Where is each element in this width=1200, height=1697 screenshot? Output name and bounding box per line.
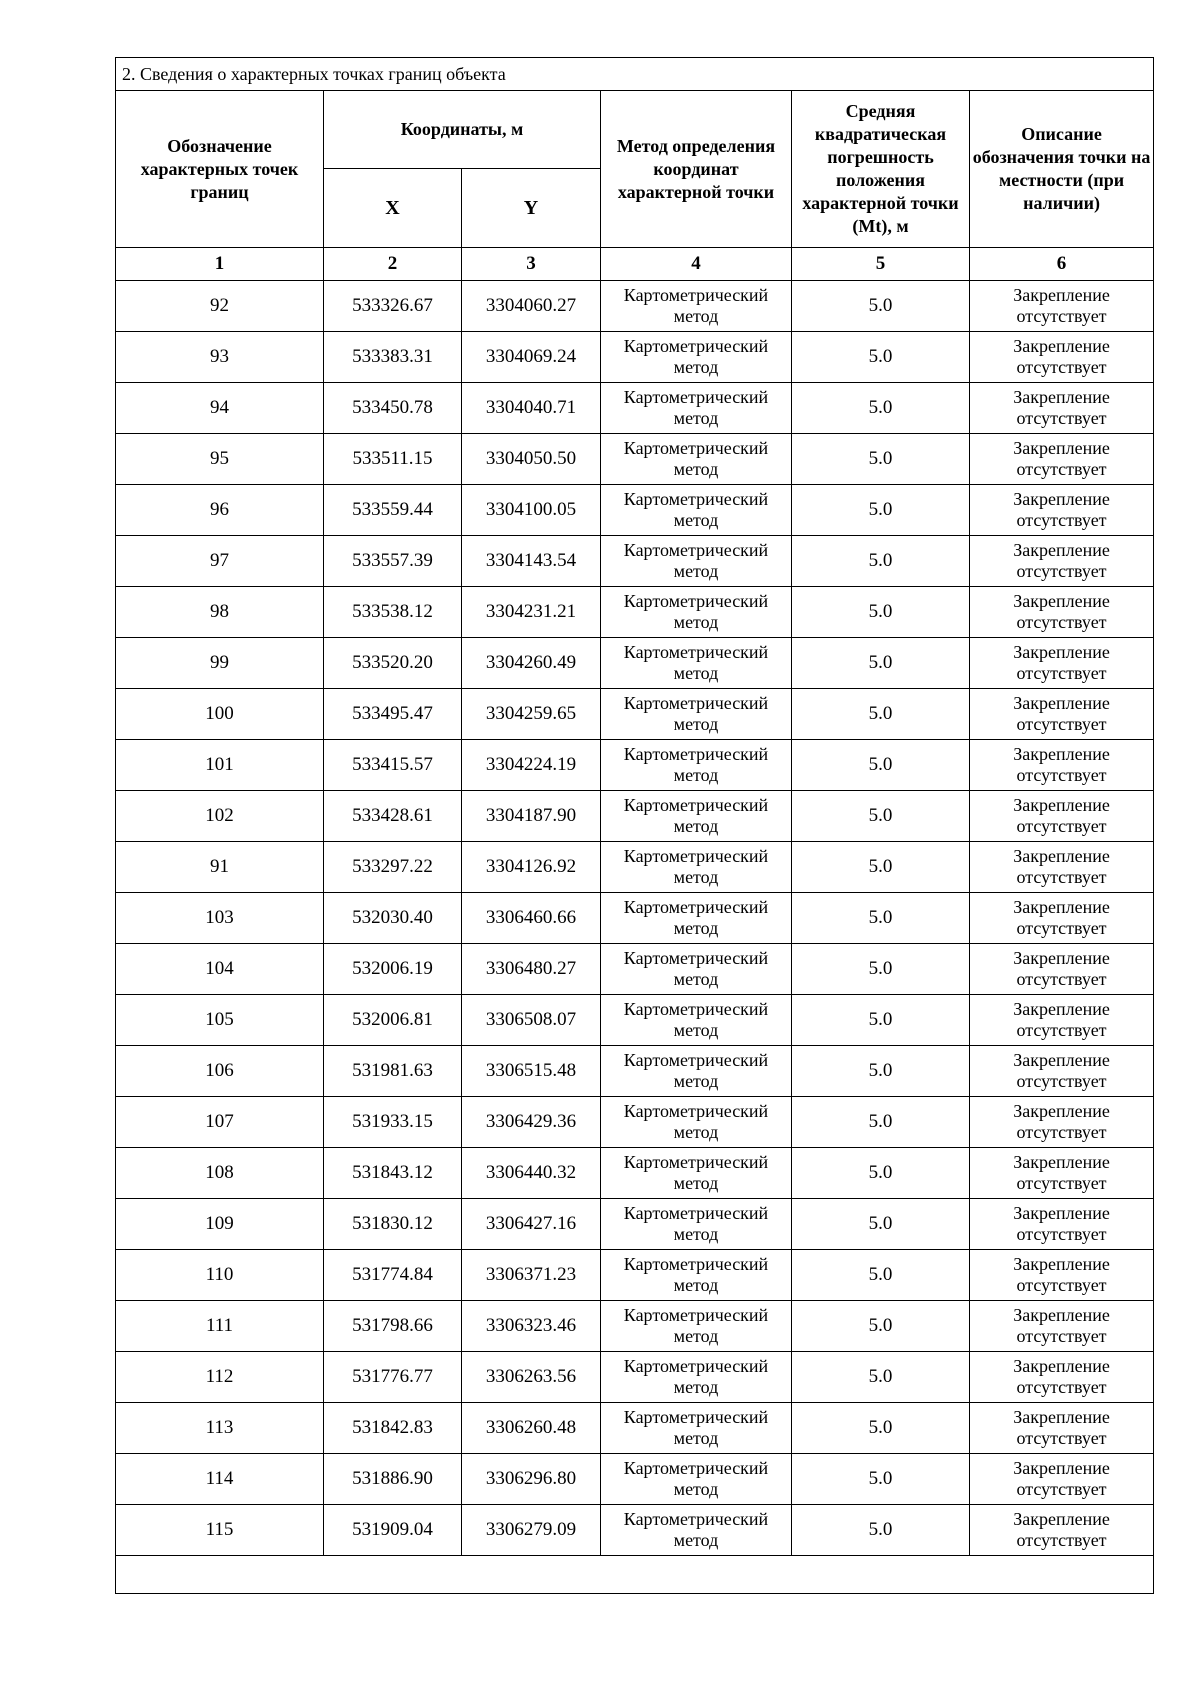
- header-mean-error: Средняя квадратическая погрешность положения характерной точки (Mt), м: [792, 91, 970, 248]
- method-cell: [601, 995, 792, 1046]
- header-method: Метод определения координат характерной точки: [601, 91, 792, 248]
- mt-cell: 5.0: [792, 893, 970, 944]
- method-cell: [601, 791, 792, 842]
- point-cell: 110: [116, 1250, 324, 1301]
- point-cell: 93: [116, 332, 324, 383]
- description-line-2: отсутствует: [1016, 306, 1107, 326]
- method-line-1: Картометрический: [623, 642, 769, 662]
- method-line-2: метод: [673, 969, 719, 989]
- method-line-1: Картометрический: [623, 795, 769, 815]
- method-line-2: метод: [673, 408, 719, 428]
- description-cell: [970, 944, 1154, 995]
- table-row: [116, 1148, 1154, 1199]
- description-line-1: Закрепление: [1013, 540, 1110, 560]
- mt-cell: 5.0: [792, 281, 970, 332]
- column-number: 5: [792, 248, 970, 281]
- description-line-2: отсутствует: [1016, 663, 1107, 683]
- method-line-1: Картометрический: [623, 540, 769, 560]
- method-cell: [601, 1505, 792, 1556]
- x-cell: 531843.12: [324, 1148, 462, 1199]
- description-line-2: отсутствует: [1016, 612, 1107, 632]
- description-line-2: отсутствует: [1016, 1224, 1107, 1244]
- mt-cell: 5.0: [792, 1403, 970, 1454]
- point-cell: 108: [116, 1148, 324, 1199]
- mt-cell: 5.0: [792, 740, 970, 791]
- method-line-2: метод: [673, 765, 719, 785]
- description-cell: [970, 1403, 1154, 1454]
- x-cell: 533415.57: [324, 740, 462, 791]
- table-row: [116, 740, 1154, 791]
- method-line-1: Картометрический: [623, 1356, 769, 1376]
- y-cell: 3304143.54: [462, 536, 601, 587]
- description-line-2: отсутствует: [1016, 867, 1107, 887]
- y-cell: 3304100.05: [462, 485, 601, 536]
- mt-cell: 5.0: [792, 638, 970, 689]
- x-cell: 533297.22: [324, 842, 462, 893]
- method-line-2: метод: [673, 714, 719, 734]
- description-line-1: Закрепление: [1013, 897, 1110, 917]
- description-line-1: Закрепление: [1013, 1407, 1110, 1427]
- table-row: [116, 638, 1154, 689]
- description-cell: [970, 383, 1154, 434]
- header-coordinates: Координаты, м: [324, 91, 601, 169]
- description-line-1: Закрепление: [1013, 795, 1110, 815]
- description-cell: [970, 587, 1154, 638]
- method-line-1: Картометрический: [623, 846, 769, 866]
- point-cell: 96: [116, 485, 324, 536]
- description-line-2: отсутствует: [1016, 816, 1107, 836]
- x-cell: 531842.83: [324, 1403, 462, 1454]
- table-row: [116, 1199, 1154, 1250]
- table-row: [116, 995, 1154, 1046]
- mt-cell: 5.0: [792, 1301, 970, 1352]
- description-cell: [970, 281, 1154, 332]
- method-line-2: метод: [673, 1377, 719, 1397]
- method-line-1: Картометрический: [623, 1050, 769, 1070]
- table-row: [116, 434, 1154, 485]
- mt-cell: 5.0: [792, 434, 970, 485]
- method-line-1: Картометрический: [623, 336, 769, 356]
- description-cell: [970, 1046, 1154, 1097]
- mt-cell: 5.0: [792, 485, 970, 536]
- method-line-1: Картометрический: [623, 1458, 769, 1478]
- description-line-1: Закрепление: [1013, 1356, 1110, 1376]
- method-cell: [601, 1097, 792, 1148]
- method-line-2: метод: [673, 867, 719, 887]
- method-line-2: метод: [673, 1020, 719, 1040]
- column-number: 3: [462, 248, 601, 281]
- x-cell: 531886.90: [324, 1454, 462, 1505]
- method-line-1: Картометрический: [623, 948, 769, 968]
- x-cell: 533538.12: [324, 587, 462, 638]
- point-cell: 100: [116, 689, 324, 740]
- point-cell: 97: [116, 536, 324, 587]
- method-cell: [601, 1199, 792, 1250]
- method-cell: [601, 893, 792, 944]
- mt-cell: 5.0: [792, 1097, 970, 1148]
- column-numbers-row: [116, 248, 1154, 281]
- point-cell: 103: [116, 893, 324, 944]
- method-cell: [601, 536, 792, 587]
- method-line-1: Картометрический: [623, 1203, 769, 1223]
- description-line-1: Закрепление: [1013, 1305, 1110, 1325]
- description-line-2: отсутствует: [1016, 1377, 1107, 1397]
- description-cell: [970, 1352, 1154, 1403]
- description-line-1: Закрепление: [1013, 642, 1110, 662]
- x-cell: 531774.84: [324, 1250, 462, 1301]
- table-row: [116, 1097, 1154, 1148]
- y-cell: 3306440.32: [462, 1148, 601, 1199]
- header-description: Описание обозначения точки на местности (при наличии): [970, 91, 1154, 248]
- x-cell: 533520.20: [324, 638, 462, 689]
- method-line-1: Картометрический: [623, 387, 769, 407]
- point-cell: 92: [116, 281, 324, 332]
- description-line-2: отсутствует: [1016, 1530, 1107, 1550]
- point-cell: 95: [116, 434, 324, 485]
- description-line-2: отсутствует: [1016, 1326, 1107, 1346]
- column-number: 6: [970, 248, 1154, 281]
- method-line-1: Картометрический: [623, 744, 769, 764]
- method-cell: [601, 434, 792, 485]
- point-cell: 91: [116, 842, 324, 893]
- method-line-2: метод: [673, 1071, 719, 1091]
- description-line-1: Закрепление: [1013, 438, 1110, 458]
- mt-cell: 5.0: [792, 587, 970, 638]
- table-row: [116, 332, 1154, 383]
- method-cell: [601, 281, 792, 332]
- mt-cell: 5.0: [792, 995, 970, 1046]
- description-line-1: Закрепление: [1013, 1152, 1110, 1172]
- x-cell: 531981.63: [324, 1046, 462, 1097]
- table-row: [116, 791, 1154, 842]
- method-cell: [601, 1403, 792, 1454]
- y-cell: 3304260.49: [462, 638, 601, 689]
- table-row: [116, 1454, 1154, 1505]
- x-cell: 533326.67: [324, 281, 462, 332]
- description-cell: [970, 485, 1154, 536]
- mt-cell: 5.0: [792, 689, 970, 740]
- method-line-1: Картометрический: [623, 591, 769, 611]
- method-cell: [601, 332, 792, 383]
- method-cell: [601, 740, 792, 791]
- mt-cell: 5.0: [792, 536, 970, 587]
- description-line-1: Закрепление: [1013, 693, 1110, 713]
- description-line-2: отсутствует: [1016, 1122, 1107, 1142]
- y-cell: 3304040.71: [462, 383, 601, 434]
- mt-cell: 5.0: [792, 842, 970, 893]
- method-cell: [601, 689, 792, 740]
- description-line-2: отсутствует: [1016, 969, 1107, 989]
- method-line-1: Картометрический: [623, 1305, 769, 1325]
- description-cell: [970, 842, 1154, 893]
- mt-cell: 5.0: [792, 383, 970, 434]
- method-line-2: метод: [673, 612, 719, 632]
- point-cell: 113: [116, 1403, 324, 1454]
- y-cell: 3306279.09: [462, 1505, 601, 1556]
- method-line-2: метод: [673, 357, 719, 377]
- method-line-2: метод: [673, 918, 719, 938]
- description-cell: [970, 1097, 1154, 1148]
- empty-row: [116, 1556, 1154, 1594]
- method-line-1: Картометрический: [623, 693, 769, 713]
- mt-cell: 5.0: [792, 332, 970, 383]
- description-line-2: отсутствует: [1016, 561, 1107, 581]
- description-cell: [970, 1505, 1154, 1556]
- table-row: [116, 893, 1154, 944]
- description-cell: [970, 1301, 1154, 1352]
- point-cell: 94: [116, 383, 324, 434]
- table-row: [116, 842, 1154, 893]
- y-cell: 3306515.48: [462, 1046, 601, 1097]
- table-row: [116, 536, 1154, 587]
- method-line-2: метод: [673, 1173, 719, 1193]
- point-cell: 107: [116, 1097, 324, 1148]
- description-line-2: отсутствует: [1016, 918, 1107, 938]
- method-cell: [601, 383, 792, 434]
- method-line-2: метод: [673, 561, 719, 581]
- mt-cell: 5.0: [792, 1352, 970, 1403]
- description-cell: [970, 536, 1154, 587]
- description-line-1: Закрепление: [1013, 846, 1110, 866]
- method-line-1: Картометрический: [623, 438, 769, 458]
- description-line-1: Закрепление: [1013, 1203, 1110, 1223]
- point-cell: 104: [116, 944, 324, 995]
- table-row: [116, 1046, 1154, 1097]
- y-cell: 3304187.90: [462, 791, 601, 842]
- description-line-2: отсутствует: [1016, 714, 1107, 734]
- method-cell: [601, 1301, 792, 1352]
- x-cell: 533383.31: [324, 332, 462, 383]
- description-line-1: Закрепление: [1013, 1458, 1110, 1478]
- description-cell: [970, 1199, 1154, 1250]
- y-cell: 3304060.27: [462, 281, 601, 332]
- method-cell: [601, 1352, 792, 1403]
- description-line-2: отсутствует: [1016, 1071, 1107, 1091]
- table-row: [116, 1403, 1154, 1454]
- description-line-1: Закрепление: [1013, 591, 1110, 611]
- point-cell: 111: [116, 1301, 324, 1352]
- method-cell: [601, 1454, 792, 1505]
- x-cell: 533559.44: [324, 485, 462, 536]
- description-line-1: Закрепление: [1013, 1101, 1110, 1121]
- y-cell: 3304259.65: [462, 689, 601, 740]
- method-line-2: метод: [673, 1224, 719, 1244]
- description-line-2: отсутствует: [1016, 765, 1107, 785]
- method-line-2: метод: [673, 1428, 719, 1448]
- method-line-1: Картометрический: [623, 285, 769, 305]
- description-line-1: Закрепление: [1013, 744, 1110, 764]
- header-x: X: [324, 169, 462, 248]
- column-number: 2: [324, 248, 462, 281]
- method-cell: [601, 638, 792, 689]
- method-line-2: метод: [673, 510, 719, 530]
- description-line-2: отсутствует: [1016, 459, 1107, 479]
- y-cell: 3306371.23: [462, 1250, 601, 1301]
- table-row: [116, 944, 1154, 995]
- point-cell: 112: [116, 1352, 324, 1403]
- method-line-1: Картометрический: [623, 999, 769, 1019]
- x-cell: 531798.66: [324, 1301, 462, 1352]
- y-cell: 3306260.48: [462, 1403, 601, 1454]
- method-line-1: Картометрический: [623, 1509, 769, 1529]
- description-line-2: отсутствует: [1016, 1275, 1107, 1295]
- description-cell: [970, 995, 1154, 1046]
- method-line-2: метод: [673, 1275, 719, 1295]
- description-line-2: отсутствует: [1016, 1479, 1107, 1499]
- y-cell: 3306460.66: [462, 893, 601, 944]
- method-line-2: метод: [673, 1479, 719, 1499]
- description-line-2: отсутствует: [1016, 1173, 1107, 1193]
- description-cell: [970, 1148, 1154, 1199]
- method-cell: [601, 842, 792, 893]
- table-row: [116, 1505, 1154, 1556]
- mt-cell: 5.0: [792, 791, 970, 842]
- method-cell: [601, 587, 792, 638]
- point-cell: 106: [116, 1046, 324, 1097]
- method-line-2: метод: [673, 1326, 719, 1346]
- method-line-1: Картометрический: [623, 489, 769, 509]
- x-cell: 532030.40: [324, 893, 462, 944]
- y-cell: 3306263.56: [462, 1352, 601, 1403]
- point-cell: 105: [116, 995, 324, 1046]
- description-cell: [970, 332, 1154, 383]
- column-number: 4: [601, 248, 792, 281]
- description-line-1: Закрепление: [1013, 1254, 1110, 1274]
- section-title: 2. Сведения о характерных точках границ объекта: [116, 58, 1154, 91]
- y-cell: 3306508.07: [462, 995, 601, 1046]
- description-cell: [970, 893, 1154, 944]
- mt-cell: 5.0: [792, 944, 970, 995]
- y-cell: 3306296.80: [462, 1454, 601, 1505]
- mt-cell: 5.0: [792, 1505, 970, 1556]
- table-row: [116, 689, 1154, 740]
- method-cell: [601, 1250, 792, 1301]
- description-line-2: отсутствует: [1016, 408, 1107, 428]
- description-line-1: Закрепление: [1013, 336, 1110, 356]
- empty-cell: [116, 1556, 1154, 1594]
- x-cell: 533557.39: [324, 536, 462, 587]
- table-row: [116, 1301, 1154, 1352]
- description-line-2: отсутствует: [1016, 1020, 1107, 1040]
- description-cell: [970, 740, 1154, 791]
- method-line-2: метод: [673, 1530, 719, 1550]
- y-cell: 3304231.21: [462, 587, 601, 638]
- y-cell: 3306323.46: [462, 1301, 601, 1352]
- description-line-1: Закрепление: [1013, 948, 1110, 968]
- method-line-1: Картометрический: [623, 1407, 769, 1427]
- description-cell: [970, 434, 1154, 485]
- point-cell: 102: [116, 791, 324, 842]
- table-row: [116, 485, 1154, 536]
- x-cell: 533511.15: [324, 434, 462, 485]
- description-line-1: Закрепление: [1013, 387, 1110, 407]
- description-line-2: отсутствует: [1016, 357, 1107, 377]
- y-cell: 3306427.16: [462, 1199, 601, 1250]
- x-cell: 533428.61: [324, 791, 462, 842]
- x-cell: 532006.81: [324, 995, 462, 1046]
- header-y: Y: [462, 169, 601, 248]
- description-line-2: отсутствует: [1016, 1428, 1107, 1448]
- method-line-2: метод: [673, 1122, 719, 1142]
- mt-cell: 5.0: [792, 1148, 970, 1199]
- method-cell: [601, 485, 792, 536]
- table-row: [116, 587, 1154, 638]
- x-cell: 533495.47: [324, 689, 462, 740]
- mt-cell: 5.0: [792, 1199, 970, 1250]
- method-line-2: метод: [673, 816, 719, 836]
- point-cell: 114: [116, 1454, 324, 1505]
- y-cell: 3306480.27: [462, 944, 601, 995]
- table-row: [116, 383, 1154, 434]
- table-row: [116, 281, 1154, 332]
- table-row: [116, 1352, 1154, 1403]
- description-line-2: отсутствует: [1016, 510, 1107, 530]
- header-point-designation: Обозначение характерных точек границ: [116, 91, 324, 248]
- y-cell: 3304224.19: [462, 740, 601, 791]
- method-line-1: Картометрический: [623, 1152, 769, 1172]
- description-cell: [970, 638, 1154, 689]
- point-cell: 99: [116, 638, 324, 689]
- y-cell: 3304069.24: [462, 332, 601, 383]
- point-cell: 101: [116, 740, 324, 791]
- method-cell: [601, 1148, 792, 1199]
- point-cell: 109: [116, 1199, 324, 1250]
- description-cell: [970, 1250, 1154, 1301]
- method-line-2: метод: [673, 306, 719, 326]
- x-cell: 531776.77: [324, 1352, 462, 1403]
- description-cell: [970, 689, 1154, 740]
- description-line-1: Закрепление: [1013, 999, 1110, 1019]
- y-cell: 3304050.50: [462, 434, 601, 485]
- mt-cell: 5.0: [792, 1250, 970, 1301]
- boundary-points-table: [115, 57, 1154, 1594]
- method-line-2: метод: [673, 663, 719, 683]
- method-cell: [601, 944, 792, 995]
- y-cell: 3304126.92: [462, 842, 601, 893]
- method-cell: [601, 1046, 792, 1097]
- description-line-1: Закрепление: [1013, 489, 1110, 509]
- description-line-1: Закрепление: [1013, 285, 1110, 305]
- mt-cell: 5.0: [792, 1454, 970, 1505]
- table-body: [116, 281, 1154, 1556]
- document-page: [115, 57, 1153, 1594]
- x-cell: 531909.04: [324, 1505, 462, 1556]
- y-cell: 3306429.36: [462, 1097, 601, 1148]
- point-cell: 98: [116, 587, 324, 638]
- description-line-1: Закрепление: [1013, 1050, 1110, 1070]
- table-row: [116, 1250, 1154, 1301]
- x-cell: 531830.12: [324, 1199, 462, 1250]
- x-cell: 532006.19: [324, 944, 462, 995]
- description-line-1: Закрепление: [1013, 1509, 1110, 1529]
- x-cell: 533450.78: [324, 383, 462, 434]
- description-cell: [970, 791, 1154, 842]
- method-line-1: Картометрический: [623, 1254, 769, 1274]
- method-line-2: метод: [673, 459, 719, 479]
- mt-cell: 5.0: [792, 1046, 970, 1097]
- column-number: 1: [116, 248, 324, 281]
- description-cell: [970, 1454, 1154, 1505]
- x-cell: 531933.15: [324, 1097, 462, 1148]
- method-line-1: Картометрический: [623, 897, 769, 917]
- point-cell: 115: [116, 1505, 324, 1556]
- method-line-1: Картометрический: [623, 1101, 769, 1121]
